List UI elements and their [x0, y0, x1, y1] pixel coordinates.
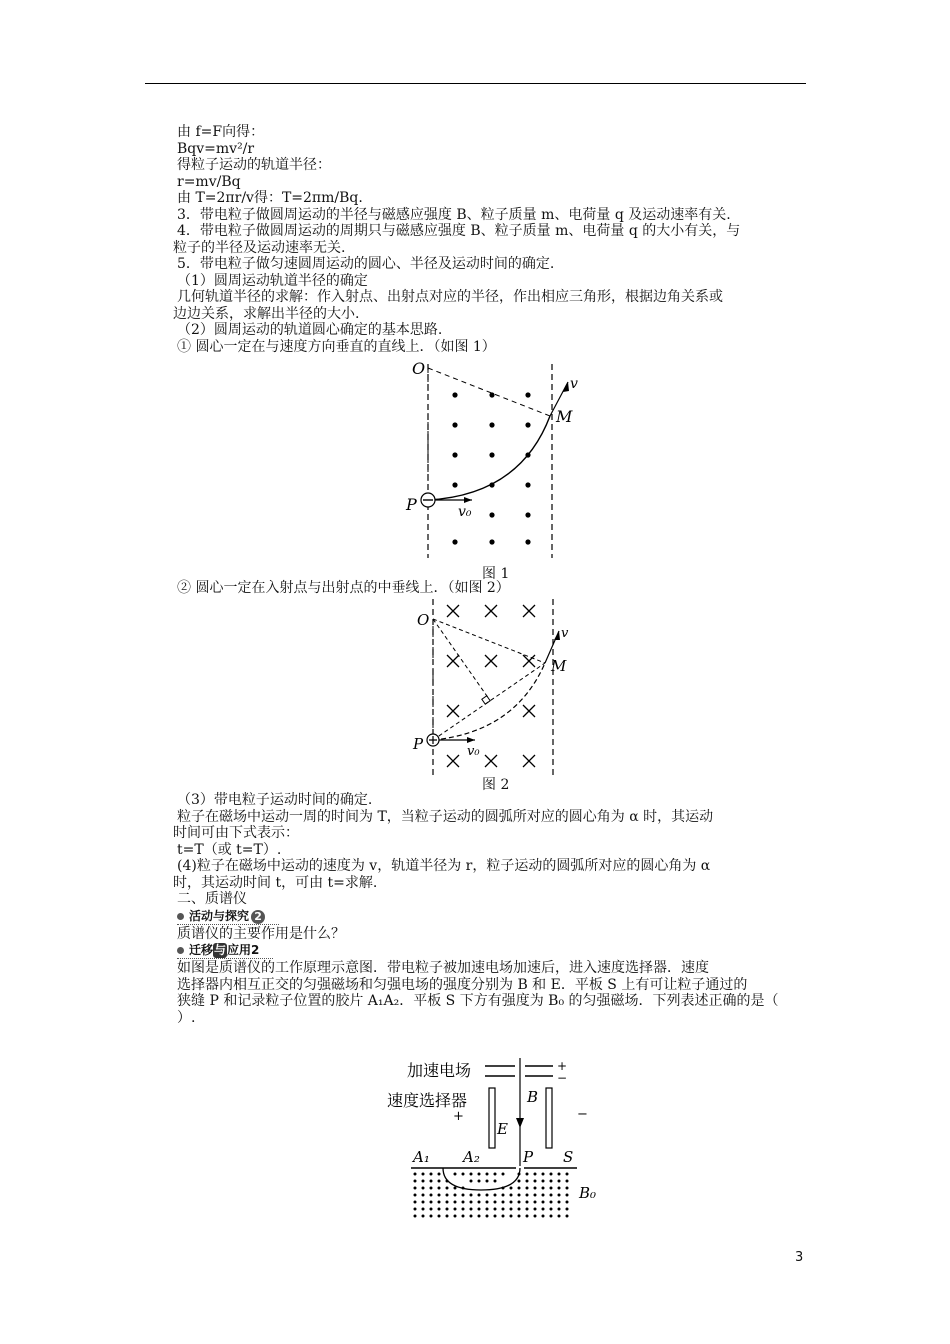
field-dot: [486, 1215, 489, 1218]
label-O: O: [412, 360, 426, 378]
label-v0: v₀: [467, 744, 480, 759]
field-dot: [494, 1180, 497, 1183]
field-dot: [534, 1180, 537, 1183]
badge-label: 活动与探究: [189, 908, 250, 923]
text-block-2: [173, 792, 809, 1026]
label-A1: A₁: [413, 1148, 430, 1166]
fig2-intro: [177, 580, 809, 597]
text-line: 4．带电粒子做圆周运动的周期只与磁感应强度 B、粒子质量 m、电荷量 q 的大小有关，与: [177, 223, 741, 239]
field-dot: [558, 1187, 561, 1190]
field-dot: [558, 1208, 561, 1211]
field-dot: [534, 1201, 537, 1204]
field-dot: [558, 1173, 561, 1176]
text-line: 粒子的半径及运动速率无关.: [173, 239, 346, 256]
text-line: 时间可由下式表示：: [173, 825, 299, 841]
field-dot: [486, 1180, 489, 1183]
label-P: P: [413, 735, 424, 753]
field-dot: [566, 1201, 569, 1204]
label-S: S: [563, 1148, 574, 1166]
field-dot: [438, 1173, 441, 1176]
field-dot: [454, 1208, 457, 1211]
label-plus-left: +: [453, 1109, 464, 1124]
field-dot: [414, 1173, 417, 1176]
text-line: Bqv=mv²/r: [177, 140, 255, 157]
field-dot: [446, 1180, 449, 1183]
text-line: 几何轨道半径的求解：作入射点、出射点对应的半径，作出相应三角形，根据边角关系或: [177, 289, 723, 305]
label-E: E: [497, 1120, 508, 1138]
field-dot: [486, 1173, 489, 1176]
field-dot: [470, 1208, 473, 1211]
field-dot: [422, 1215, 425, 1218]
field-dot: [470, 1201, 473, 1204]
field-dot: [502, 1173, 505, 1176]
field-dot: [518, 1215, 521, 1218]
field-dot: [542, 1194, 545, 1197]
field-dot: [494, 1173, 497, 1176]
field-dot: [510, 1187, 513, 1190]
field-dot: [430, 1208, 433, 1211]
field-dot: [534, 1208, 537, 1211]
field-dot: [526, 1180, 529, 1183]
field-dot: [534, 1215, 537, 1218]
badge-label: 迁移: [189, 943, 214, 957]
field-dot: [518, 1187, 521, 1190]
field-dot: [566, 1173, 569, 1176]
field-dot: [478, 1173, 481, 1176]
field-dot: [550, 1187, 553, 1190]
field-dot: [422, 1201, 425, 1204]
field-dot: [422, 1187, 425, 1190]
field-dot: [502, 1187, 505, 1190]
label-A2: A₂: [463, 1148, 480, 1166]
field-dot: [534, 1194, 537, 1197]
text-line: （1）圆周运动轨道半径的确定: [177, 272, 368, 289]
field-dot: [454, 1194, 457, 1197]
field-dot: [430, 1194, 433, 1197]
text-block-1: [173, 124, 809, 355]
field-dot: [414, 1180, 417, 1183]
field-dot: [438, 1215, 441, 1218]
label-minus-right: −: [577, 1107, 588, 1122]
field-dot: [438, 1208, 441, 1211]
field-dot: [446, 1187, 449, 1190]
field-dot: [558, 1201, 561, 1204]
field-dot: [526, 1187, 529, 1190]
label-O: O: [417, 611, 430, 629]
field-dot: [550, 1201, 553, 1204]
field-dot: [430, 1187, 433, 1190]
field-dot: [486, 1208, 489, 1211]
text-line: 二、质谱仪: [177, 891, 247, 907]
label-B: B: [527, 1088, 539, 1106]
field-dot: [542, 1180, 545, 1183]
text-line: 时，其运动时间 t，可由 t=求解.: [173, 874, 378, 891]
field-dot: [558, 1194, 561, 1197]
field-dot: [566, 1187, 569, 1190]
text-line: 5．带电粒子做匀速圆周运动的圆心、半径及运动时间的确定.: [177, 256, 555, 272]
field-dot: [518, 1180, 521, 1183]
text-line: r=mv/Bq: [177, 173, 241, 190]
field-dot: [414, 1201, 417, 1204]
field-dot: [422, 1194, 425, 1197]
application-badge: [177, 943, 273, 959]
field-dot: [518, 1173, 521, 1176]
label-selector: 速度选择器: [387, 1091, 468, 1110]
text-line: 如图是质谱仪的工作原理示意图．带电粒子被加速电场加速后，进入速度选择器．速度: [177, 960, 709, 976]
field-dot: [478, 1180, 481, 1183]
field-dot: [542, 1215, 545, 1218]
text-line: ）.: [177, 1009, 196, 1026]
field-dot: [566, 1215, 569, 1218]
figure-3-mass-spectrometer: [385, 1058, 615, 1218]
field-dot: [502, 1201, 505, 1204]
field-dot: [462, 1215, 465, 1218]
field-dot: [550, 1173, 553, 1176]
field-dot: [462, 1187, 465, 1190]
field-dot: [454, 1201, 457, 1204]
field-dot: [494, 1194, 497, 1197]
field-dot: [502, 1194, 505, 1197]
field-dot: [478, 1208, 481, 1211]
field-dot: [470, 1180, 473, 1183]
badge-highlight: 与: [214, 943, 227, 957]
field-dot: [454, 1215, 457, 1218]
text-line: 选择器内相互正交的匀强磁场和匀强电场的强度分别为 B 和 E．平板 S 上有可让粒子通过的: [177, 976, 748, 993]
label-P: P: [406, 495, 417, 514]
text-line: 粒子在磁场中运动一周的时间为 T，当粒子运动的圆弧所对应的圆心角为 α 时，其运动: [177, 808, 714, 825]
label-v: v: [570, 376, 578, 392]
figure-2-caption: 图 2: [482, 777, 510, 793]
field-dot: [510, 1208, 513, 1211]
field-dot: [510, 1215, 513, 1218]
field-dot: [526, 1208, 529, 1211]
activity-badge: [177, 909, 279, 925]
field-dot: [518, 1201, 521, 1204]
field-dot: [526, 1173, 529, 1176]
field-dot: [534, 1187, 537, 1190]
text-line: （2）圆周运动的轨道圆心确定的基本思路.: [177, 322, 443, 338]
text-line: t=T（或 t=T）.: [177, 841, 282, 858]
field-dot: [550, 1208, 553, 1211]
field-dot: [494, 1208, 497, 1211]
field-dot: [422, 1173, 425, 1176]
text-line: 由 f=F向得：: [177, 124, 265, 140]
field-dot: [478, 1215, 481, 1218]
label-plus-top: +: [557, 1059, 568, 1073]
field-dot: [414, 1208, 417, 1211]
field-dot: [430, 1180, 433, 1183]
field-dot: [566, 1208, 569, 1211]
field-dot: [558, 1215, 561, 1218]
field-dot: [438, 1201, 441, 1204]
field-dot: [478, 1194, 481, 1197]
field-dot: [454, 1173, 457, 1176]
field-dot: [446, 1208, 449, 1211]
field-dot: [414, 1194, 417, 1197]
field-dot: [414, 1215, 417, 1218]
field-dot: [494, 1215, 497, 1218]
label-M: M: [556, 407, 573, 426]
field-dot: [518, 1194, 521, 1197]
label-P: P: [523, 1148, 534, 1166]
text-line: ① 圆心一定在与速度方向垂直的直线上．（如图 1）: [177, 338, 496, 355]
field-dot: [438, 1187, 441, 1190]
bullet-icon: [177, 913, 184, 920]
label-B0: B₀: [579, 1184, 597, 1202]
field-dot: [462, 1173, 465, 1176]
field-dot: [502, 1208, 505, 1211]
label-M: M: [551, 657, 567, 675]
field-dot: [526, 1215, 529, 1218]
figure-2: [405, 597, 585, 777]
field-dot: [422, 1180, 425, 1183]
field-dot: [550, 1180, 553, 1183]
label-v0: v₀: [458, 504, 472, 520]
field-dot: [438, 1194, 441, 1197]
text-line: （3）带电粒子运动时间的确定.: [177, 792, 373, 808]
text-line: 3．带电粒子做圆周运动的半径与磁感应强度 B、粒子质量 m、电荷量 q 及运动速率有关.: [177, 206, 731, 223]
field-dot: [430, 1173, 433, 1176]
field-dot: [438, 1180, 441, 1183]
magnetic-field-dots: [414, 1173, 569, 1218]
field-dot: [534, 1173, 537, 1176]
field-dot: [526, 1201, 529, 1204]
page-number: 3: [795, 1250, 804, 1265]
field-dot: [430, 1201, 433, 1204]
field-dot: [558, 1180, 561, 1183]
figure-1-caption: 图 1: [482, 566, 510, 582]
badge-label: 应用2: [227, 943, 260, 957]
field-dot: [446, 1201, 449, 1204]
field-dot: [446, 1215, 449, 1218]
figure-1: [400, 360, 600, 560]
field-dot: [510, 1201, 513, 1204]
bullet-icon: [177, 947, 184, 954]
field-dot: [518, 1208, 521, 1211]
field-dot: [414, 1187, 417, 1190]
text-line: 狭缝 P 和记录粒子位置的胶片 A₁A₂．平板 S 下方有强度为 B₀ 的匀强磁场．下列表述正确的是（: [177, 993, 779, 1009]
field-dot: [566, 1194, 569, 1197]
field-dot: [470, 1194, 473, 1197]
field-dot: [462, 1194, 465, 1197]
field-dot: [462, 1201, 465, 1204]
text-line: 质谱仪的主要作用是什么？: [177, 925, 345, 942]
text-line: 由 T=2πr/v得：T=2πm/Bq.: [177, 190, 363, 206]
field-dot: [478, 1201, 481, 1204]
label-v: v: [561, 626, 569, 641]
field-dot: [542, 1187, 545, 1190]
field-dot: [454, 1187, 457, 1190]
text-line: 边边关系，求解出半径的大小.: [173, 305, 360, 322]
field-dot: [550, 1194, 553, 1197]
field-dot: [542, 1173, 545, 1176]
field-dot: [542, 1208, 545, 1211]
field-dot: [470, 1173, 473, 1176]
field-dot: [470, 1215, 473, 1218]
field-dot: [494, 1201, 497, 1204]
label-accel-field: 加速电场: [407, 1061, 472, 1080]
field-dot: [486, 1194, 489, 1197]
field-dot: [422, 1208, 425, 1211]
badge-number: 2: [251, 910, 265, 924]
field-dot: [566, 1180, 569, 1183]
field-dot: [462, 1208, 465, 1211]
text-line: (4)粒子在磁场中运动的速度为 v，轨道半径为 r，粒子运动的圆弧所对应的圆心角为 α: [177, 858, 711, 874]
label-minus-top: −: [557, 1071, 568, 1085]
field-dot: [510, 1194, 513, 1197]
field-dot: [446, 1194, 449, 1197]
field-dot: [542, 1201, 545, 1204]
field-dot: [550, 1215, 553, 1218]
text-line: ② 圆心一定在入射点与出射点的中垂线上．（如图 2）: [177, 580, 510, 596]
field-dot: [526, 1194, 529, 1197]
field-dot: [486, 1201, 489, 1204]
field-dot: [502, 1215, 505, 1218]
field-dot: [430, 1215, 433, 1218]
text-line: 得粒子运动的轨道半径：: [177, 157, 331, 173]
header-rule: [145, 83, 806, 84]
